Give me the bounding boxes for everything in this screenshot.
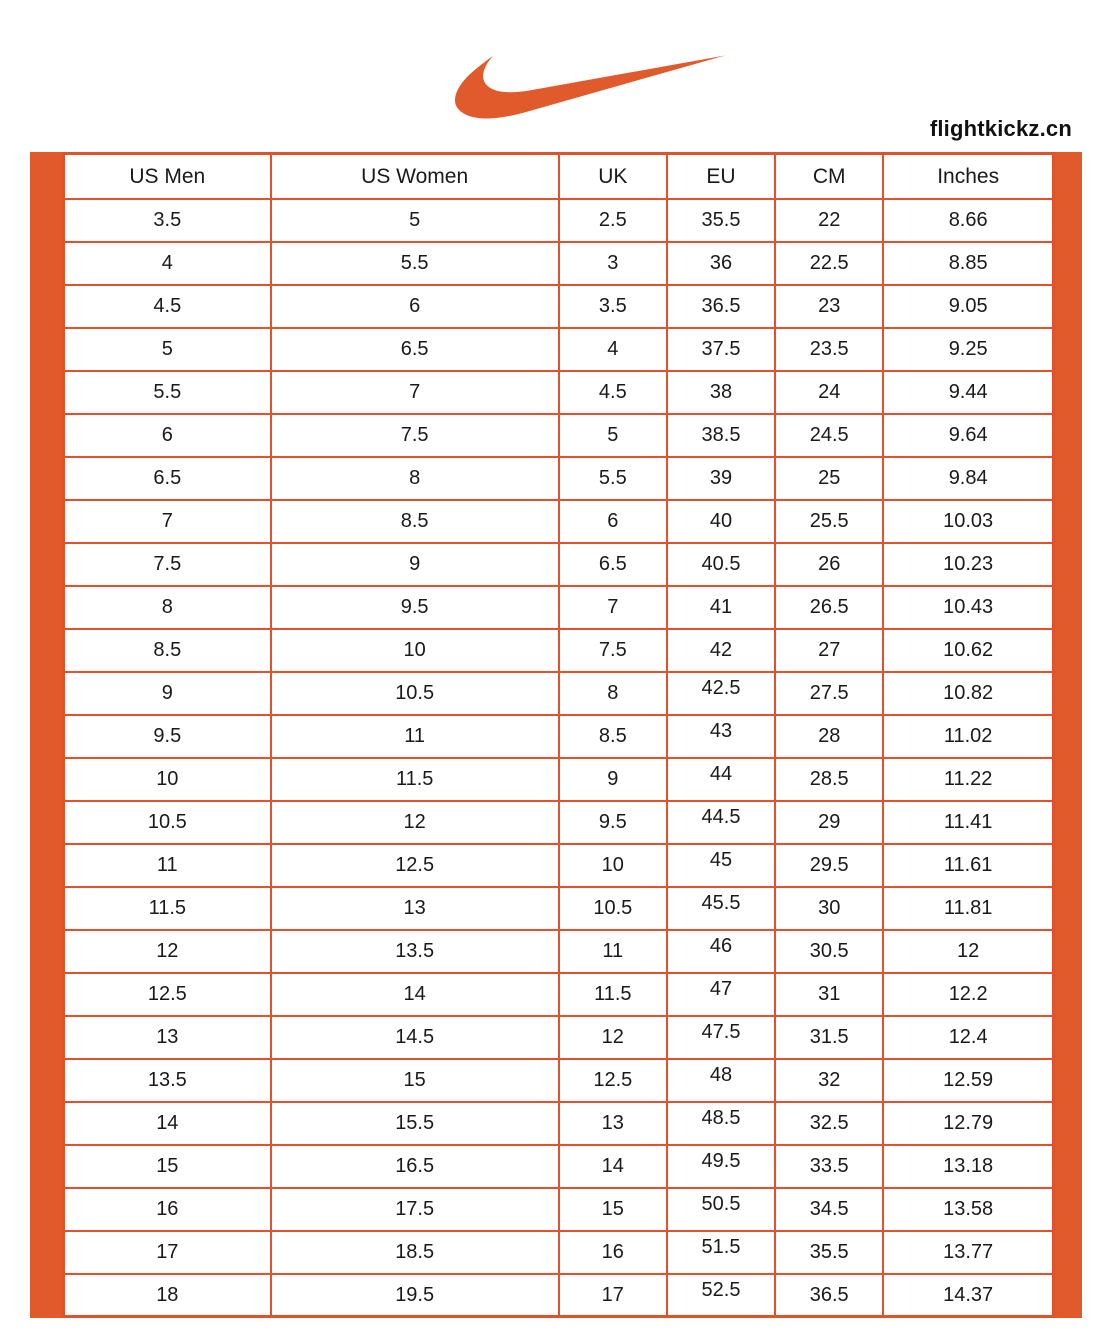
size-cell: 16.5 [271, 1145, 559, 1188]
size-cell: 4 [64, 242, 271, 285]
size-cell: 9.5 [64, 715, 271, 758]
size-cell: 15 [64, 1145, 271, 1188]
table-row [64, 457, 1054, 500]
size-cell: 4 [559, 328, 667, 371]
size-cell: 10 [559, 844, 667, 887]
size-cell: 17 [64, 1231, 271, 1274]
size-cell: 3 [559, 242, 667, 285]
size-cell: 29 [775, 801, 883, 844]
size-cell: 5 [559, 414, 667, 457]
size-cell: 16 [559, 1231, 667, 1274]
table-row [64, 930, 1054, 973]
size-cell: 23.5 [775, 328, 883, 371]
size-cell: 11 [64, 844, 271, 887]
size-cell: 13.58 [883, 1188, 1053, 1231]
size-conversion-table [62, 152, 1055, 1318]
size-cell: 34.5 [775, 1188, 883, 1231]
table-row [64, 328, 1054, 371]
size-cell: 5.5 [559, 457, 667, 500]
size-cell: 26 [775, 543, 883, 586]
size-cell: 10.5 [271, 672, 559, 715]
nike-swoosh-icon [455, 30, 725, 120]
column-header: UK [559, 154, 667, 199]
table-row [64, 1059, 1054, 1102]
size-cell: 17 [559, 1274, 667, 1317]
table-row [64, 1145, 1054, 1188]
size-cell: 13.77 [883, 1231, 1053, 1274]
size-cell: 9.44 [883, 371, 1053, 414]
column-header: US Women [271, 154, 559, 199]
size-cell: 12.4 [883, 1016, 1053, 1059]
size-cell: 6.5 [559, 543, 667, 586]
size-cell: 10.82 [883, 672, 1053, 715]
size-cell: 35.5 [667, 199, 775, 242]
size-cell: 19.5 [271, 1274, 559, 1317]
size-cell: 8.5 [559, 715, 667, 758]
size-cell: 51.5 [667, 1231, 775, 1274]
table-row [64, 500, 1054, 543]
size-cell: 36.5 [667, 285, 775, 328]
size-cell: 27 [775, 629, 883, 672]
size-cell: 5.5 [271, 242, 559, 285]
size-cell: 36 [667, 242, 775, 285]
size-cell: 26.5 [775, 586, 883, 629]
size-cell: 15 [559, 1188, 667, 1231]
size-cell: 5 [271, 199, 559, 242]
size-cell: 6.5 [271, 328, 559, 371]
size-cell: 47.5 [667, 1016, 775, 1059]
size-cell: 10.5 [559, 887, 667, 930]
size-cell: 47 [667, 973, 775, 1016]
size-cell: 9 [64, 672, 271, 715]
size-cell: 31 [775, 973, 883, 1016]
size-cell: 11 [271, 715, 559, 758]
size-cell: 42 [667, 629, 775, 672]
header-row [64, 154, 1054, 199]
size-cell: 12.59 [883, 1059, 1053, 1102]
column-header: Inches [883, 154, 1053, 199]
size-cell: 28.5 [775, 758, 883, 801]
size-cell: 11 [559, 930, 667, 973]
table-row [64, 1016, 1054, 1059]
size-cell: 10 [64, 758, 271, 801]
size-cell: 8.5 [271, 500, 559, 543]
size-cell: 9.84 [883, 457, 1053, 500]
size-cell: 32.5 [775, 1102, 883, 1145]
size-cell: 13.18 [883, 1145, 1053, 1188]
table-row [64, 844, 1054, 887]
size-cell: 15.5 [271, 1102, 559, 1145]
size-cell: 2.5 [559, 199, 667, 242]
size-cell: 40 [667, 500, 775, 543]
size-cell: 12.2 [883, 973, 1053, 1016]
size-cell: 13 [271, 887, 559, 930]
size-cell: 36.5 [775, 1274, 883, 1317]
size-cell: 32 [775, 1059, 883, 1102]
size-cell: 11.81 [883, 887, 1053, 930]
size-cell: 50.5 [667, 1188, 775, 1231]
size-cell: 38.5 [667, 414, 775, 457]
table-row [64, 242, 1054, 285]
size-cell: 12 [559, 1016, 667, 1059]
size-cell: 8.85 [883, 242, 1053, 285]
size-cell: 11.22 [883, 758, 1053, 801]
size-cell: 13 [559, 1102, 667, 1145]
size-cell: 14 [271, 973, 559, 1016]
size-cell: 42.5 [667, 672, 775, 715]
table-row [64, 672, 1054, 715]
table-row [64, 285, 1054, 328]
size-cell: 10.5 [64, 801, 271, 844]
size-cell: 13.5 [64, 1059, 271, 1102]
size-cell: 14.5 [271, 1016, 559, 1059]
table-row [64, 629, 1054, 672]
size-cell: 9.05 [883, 285, 1053, 328]
size-cell: 14 [559, 1145, 667, 1188]
size-cell: 12.5 [64, 973, 271, 1016]
size-cell: 45 [667, 844, 775, 887]
size-cell: 14 [64, 1102, 271, 1145]
size-cell: 10.23 [883, 543, 1053, 586]
size-cell: 4.5 [64, 285, 271, 328]
size-cell: 13 [64, 1016, 271, 1059]
size-cell: 7 [64, 500, 271, 543]
size-cell: 30.5 [775, 930, 883, 973]
size-cell: 10.43 [883, 586, 1053, 629]
size-cell: 18 [64, 1274, 271, 1317]
size-cell: 23 [775, 285, 883, 328]
column-header: US Men [64, 154, 271, 199]
table-row [64, 758, 1054, 801]
table-row [64, 414, 1054, 457]
size-cell: 13.5 [271, 930, 559, 973]
size-cell: 49.5 [667, 1145, 775, 1188]
table-row [64, 1274, 1054, 1317]
size-cell: 45.5 [667, 887, 775, 930]
size-cell: 3.5 [64, 199, 271, 242]
size-cell: 43 [667, 715, 775, 758]
table-row [64, 715, 1054, 758]
size-cell: 24 [775, 371, 883, 414]
size-cell: 10 [271, 629, 559, 672]
size-cell: 8.66 [883, 199, 1053, 242]
size-cell: 29.5 [775, 844, 883, 887]
left-accent-bar [30, 152, 62, 1318]
table-row [64, 586, 1054, 629]
size-cell: 7.5 [271, 414, 559, 457]
website-watermark: flightkickz.cn [929, 116, 1072, 141]
size-cell: 7.5 [64, 543, 271, 586]
size-cell: 22.5 [775, 242, 883, 285]
size-cell: 6 [559, 500, 667, 543]
size-cell: 48 [667, 1059, 775, 1102]
size-cell: 38 [667, 371, 775, 414]
size-cell: 35.5 [775, 1231, 883, 1274]
size-cell: 9.5 [559, 801, 667, 844]
size-cell: 52.5 [667, 1274, 775, 1317]
size-cell: 30 [775, 887, 883, 930]
size-cell: 44 [667, 758, 775, 801]
size-cell: 12 [271, 801, 559, 844]
size-cell: 39 [667, 457, 775, 500]
size-cell: 11.61 [883, 844, 1053, 887]
size-cell: 10.62 [883, 629, 1053, 672]
size-cell: 24.5 [775, 414, 883, 457]
right-accent-bar [1055, 152, 1082, 1318]
size-cell: 3.5 [559, 285, 667, 328]
size-cell: 41 [667, 586, 775, 629]
size-cell: 8 [64, 586, 271, 629]
table-row [64, 1188, 1054, 1231]
table-row [64, 1231, 1054, 1274]
size-cell: 12 [64, 930, 271, 973]
size-cell: 11.41 [883, 801, 1053, 844]
table-row [64, 1102, 1054, 1145]
size-cell: 9.64 [883, 414, 1053, 457]
table-row [64, 371, 1054, 414]
table-row [64, 199, 1054, 242]
size-cell: 9.25 [883, 328, 1053, 371]
size-cell: 9 [271, 543, 559, 586]
size-cell: 11.5 [271, 758, 559, 801]
size-cell: 12.5 [559, 1059, 667, 1102]
size-cell: 8 [559, 672, 667, 715]
column-header: EU [667, 154, 775, 199]
size-cell: 22 [775, 199, 883, 242]
size-cell: 48.5 [667, 1102, 775, 1145]
size-cell: 33.5 [775, 1145, 883, 1188]
size-cell: 15 [271, 1059, 559, 1102]
size-cell: 18.5 [271, 1231, 559, 1274]
size-cell: 8.5 [64, 629, 271, 672]
size-cell: 46 [667, 930, 775, 973]
table-row [64, 543, 1054, 586]
column-header: CM [775, 154, 883, 199]
table-row [64, 973, 1054, 1016]
size-cell: 12.5 [271, 844, 559, 887]
size-cell: 11.5 [559, 973, 667, 1016]
nike-logo [455, 30, 725, 120]
size-cell: 7.5 [559, 629, 667, 672]
size-cell: 37.5 [667, 328, 775, 371]
size-cell: 16 [64, 1188, 271, 1231]
size-cell: 40.5 [667, 543, 775, 586]
size-table-container [30, 152, 1082, 1318]
size-cell: 17.5 [271, 1188, 559, 1231]
size-cell: 9.5 [271, 586, 559, 629]
size-cell: 28 [775, 715, 883, 758]
size-cell: 12 [883, 930, 1053, 973]
size-cell: 6 [64, 414, 271, 457]
table-row [64, 801, 1054, 844]
size-cell: 11.02 [883, 715, 1053, 758]
size-cell: 14.37 [883, 1274, 1053, 1317]
size-cell: 5 [64, 328, 271, 371]
table-row [64, 887, 1054, 930]
size-cell: 6.5 [64, 457, 271, 500]
size-cell: 25 [775, 457, 883, 500]
size-cell: 27.5 [775, 672, 883, 715]
size-cell: 5.5 [64, 371, 271, 414]
size-cell: 7 [271, 371, 559, 414]
size-cell: 8 [271, 457, 559, 500]
size-cell: 10.03 [883, 500, 1053, 543]
size-cell: 7 [559, 586, 667, 629]
size-cell: 11.5 [64, 887, 271, 930]
size-cell: 44.5 [667, 801, 775, 844]
size-cell: 31.5 [775, 1016, 883, 1059]
size-cell: 4.5 [559, 371, 667, 414]
size-cell: 6 [271, 285, 559, 328]
size-cell: 25.5 [775, 500, 883, 543]
size-cell: 9 [559, 758, 667, 801]
size-cell: 12.79 [883, 1102, 1053, 1145]
